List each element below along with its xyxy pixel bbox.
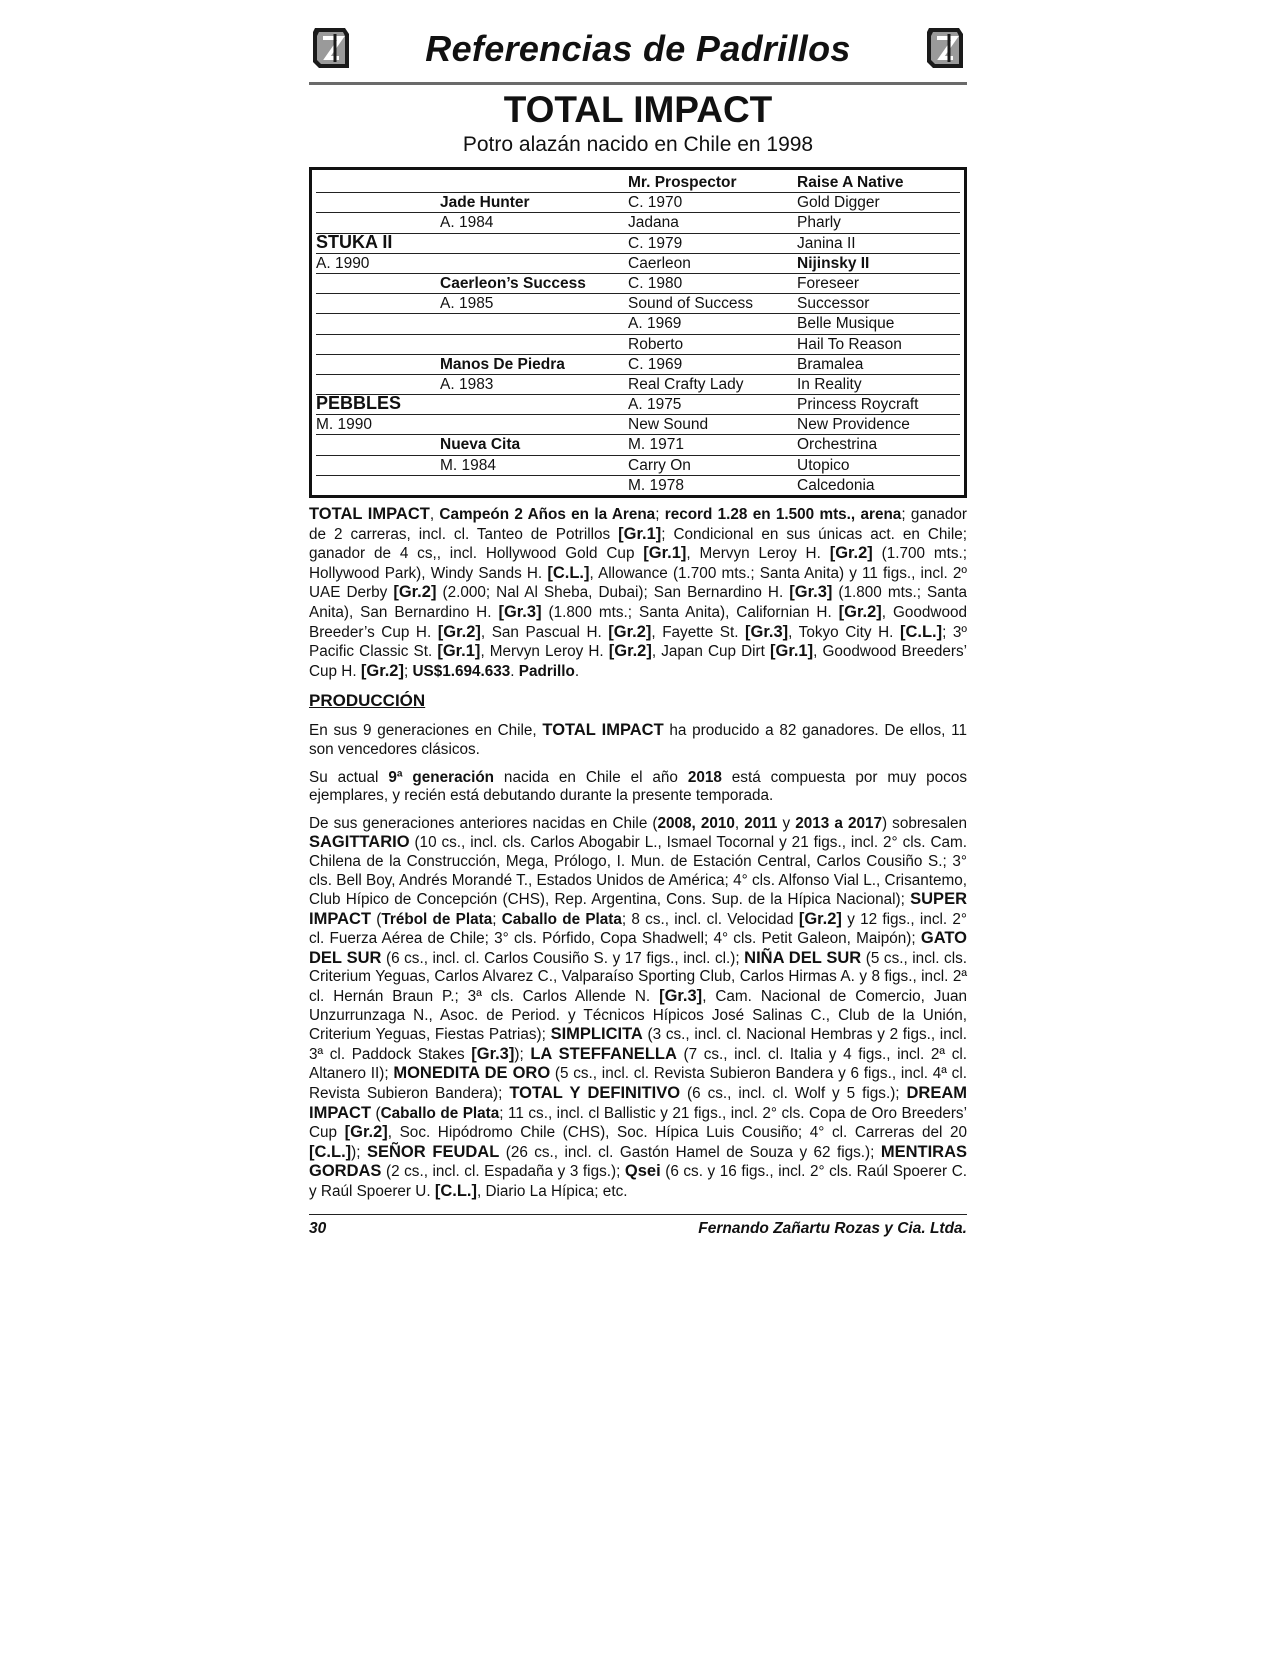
text-run: De sus generaciones anteriores nacidas en Chile ( [309,814,658,832]
pedigree-cell: M. 1971 [628,436,685,454]
pedigree-cell: Caerleon [628,254,691,272]
horse-name-mention: MENTIRAS GORDAS [309,1142,967,1181]
text-run: ; [655,506,665,523]
pedigree-row [316,415,960,435]
pedigree-cell: PEBBLES [316,393,402,414]
text-run: , San Pascual H. [480,623,609,641]
text-run: (2 cs., incl. cl. Espadaña y 3 figs.); [381,1163,625,1181]
text-run: ha producido a 82 ganadores. De ellos, 11 son vencedores clásicos. [309,722,967,758]
pedigree-cell: New Providence [797,416,910,434]
horse-name-mention: DREAM IMPACT [309,1084,967,1122]
text-run: ; Condicional en sus únicas act. en Chile; ganador de 4 cs,, incl. Hollywood Gold Cup [309,525,967,563]
text-run: . [510,662,519,680]
grade-badge: [Gr.2] [608,642,652,661]
text-run: , Soc. Hipódromo Chile (CHS), Soc. Hípica Luis Cousiño; 4° cl. Carreras del 20 [387,1124,967,1142]
grade-badge: [C.L.] [309,1142,352,1161]
text-run: Caballo de Plata [380,1104,500,1122]
text-run: (1.700 mts.; Hollywood Park), Windy Sands H. [309,545,967,582]
text-run: ( [371,910,382,928]
horse-name-mention: MONEDITA DE ORO [393,1064,551,1083]
text-run: está compuesta por muy pocos ejemplares, y recién está debutando durante la presente temporada. [309,768,967,805]
pedigree-row [316,456,960,476]
text-run: (3 cs., incl. cl. Nacional Hembras y 2 figs., incl. 3ª cl. Paddock Stakes [309,1026,968,1063]
pedigree-cell: C. 1969 [628,355,683,373]
pedigree-cell: Manos De Piedra [440,355,565,373]
pedigree-row [316,314,960,334]
text-run: , Diario La Hípica; etc. [476,1183,628,1200]
pedigree-row [316,213,960,233]
pedigree-cell: Princess Roycraft [797,396,919,414]
text-run: (5 cs., incl. cl. Revista Subieron Bandera y 6 figs., incl. 4ª cl. Revista Subieron Bandera); [309,1065,967,1103]
pedigree-row [316,193,960,213]
text-run: , Mervyn Leroy H. [480,643,609,661]
text-run: ; ganador de 2 carreras, incl. cl. Tanteo de Potrillos [309,506,968,543]
grade-badge: [Gr.2] [437,622,481,641]
text-run: Su actual [309,768,389,786]
text-run: Trébol de Plata [381,910,493,928]
pedigree-cell: A. 1975 [628,396,682,414]
pedigree-row [316,254,960,274]
text-run: 9ª generación [388,768,495,786]
text-run: ); [351,1143,367,1161]
pedigree-row [316,476,960,495]
text-run: Padrillo [518,662,575,680]
pedigree-row [316,395,960,415]
pedigree-row [316,173,960,193]
text-run: (10 cs., incl. cls. Carlos Abogabir L., Ismael Tocornal y 21 figs., incl. 2° cls. Cam. Chilena de la Construcción, Mega, Prólogo, I. Mun. de Estación Central, Carlos Cousiño S.; 3° cls. Bell Boy, Andrés Morandé T., Estados Unidos de América; 4° cls. Alfonso Vial L., Crisantemo, Club Hípico de Concepción (CHS), Rep. Argentina, Cons. Sup. de la Hípica Nacional); [309,834,967,909]
grade-badge: [Gr.3] [789,583,833,602]
pedigree-cell: Calcedonia [797,476,875,494]
pedigree-cell: M. 1978 [628,476,685,494]
pedigree-cell: Nijinsky II [797,254,870,272]
production-text [309,721,967,1201]
text-run: (7 cs., incl. cl. Italia y 4 figs., incl. 2ª cl. Altanero II); [309,1045,968,1083]
pedigree-cell: Orchestrina [797,436,878,454]
pedigree-cell: Belle Musique [797,315,895,333]
pedigree-cell: Jadana [628,214,679,232]
grade-badge: [Gr.3] [745,622,789,641]
text-run: (2.000; Nal Al Sheba, Dubai); San Bernardino H. [436,584,790,602]
pedigree-row [316,375,960,395]
pedigree-cell: Nueva Cita [440,436,521,454]
pedigree-row [316,231,960,254]
grade-badge: [Gr.3] [659,987,703,1006]
horse-name-mention: TOTAL IMPACT [309,505,430,523]
text-run: ( [371,1104,381,1122]
pedigree-cell: STUKA II [316,231,393,252]
text-run: ; [492,910,502,928]
horse-name-mention: SAGITTARIO [309,833,410,852]
grade-badge: [Gr.2] [344,1123,388,1142]
pedigree-row [316,294,960,314]
horse-subtitle: Potro alazán nacido en Chile en 1998 [462,133,814,156]
pedigree-cell: C. 1979 [628,234,683,252]
text-run: 2011 [744,814,778,832]
horse-name-mention: SEÑOR FEUDAL [366,1142,500,1161]
text-run: (6 cs. y 16 figs., incl. 2° cls. Raúl Spoerer C. y Raúl Spoerer U. [309,1163,967,1200]
horse-name-mention: LA STEFFANELLA [530,1044,677,1063]
text-run: En sus 9 generaciones en Chile, [309,722,543,740]
text-run: ; 8 cs., incl. cl. Velocidad [621,910,799,928]
pedigree-cell: A. 1983 [440,375,494,393]
logo-icon [923,24,967,74]
text-run: ; 11 cs., incl. cl Ballistic y 21 figs., incl. 2° cls. Copa de Oro Breeders’ Cup [309,1104,967,1142]
text-run: (1.800 mts.; Santa Anita), San Bernardino H. [309,584,967,621]
page-header [309,18,967,80]
grade-badge: [C.L.] [434,1182,477,1200]
text-run: , Cam. Nacional de Comercio, Juan Unzurrunzaga N., Asoc. de Period. y Técnicos Hípicos José Salinas C., Club de la Unión, Criterium Yeguas, Fiestas Patrias); [309,988,967,1044]
grade-badge: [Gr.2] [393,583,437,602]
pedigree-cell: Jade Hunter [440,194,530,212]
bio-paragraph [309,505,967,681]
text-run: record 1.28 en 1.500 mts., arena [664,506,902,523]
pedigree-row [316,355,960,375]
text-run: ; [403,662,413,680]
text-run: , [429,506,440,523]
footer-divider [309,1214,967,1215]
pedigree-cell: A. 1985 [440,295,494,313]
pedigree-cell: Gold Digger [797,194,880,212]
grade-badge: [Gr.3] [498,602,542,621]
pedigree-cell: M. 1990 [316,416,373,434]
grade-badge: [Gr.2] [829,544,873,563]
pedigree-cell: A. 1984 [440,214,494,232]
grade-badge: [Gr.2] [360,661,404,680]
grade-badge: [C.L.] [547,563,590,582]
pedigree-row [316,335,960,355]
pedigree-cell: Utopico [797,456,850,474]
text-run: , Fayette St. [651,623,746,641]
pedigree-cell: Janina II [797,234,856,252]
text-run: Campeón 2 Años en la Arena [439,506,656,523]
text-run: , Tokyo City H. [788,623,900,641]
pedigree-cell: Successor [797,295,870,313]
logo-icon [309,24,353,74]
pedigree-cell: Raise A Native [797,174,904,191]
pedigree-cell: C. 1970 [628,194,683,212]
horse-name-mention: SUPER IMPACT [309,890,967,928]
text-run: 2018 [687,768,722,786]
pedigree-cell: M. 1984 [440,456,497,474]
pedigree-cell: C. 1980 [628,274,683,292]
text-run: ) sobresalen [882,814,968,832]
text-run: (6 cs., incl. cl. Carlos Cousiño S. y 17 figs., incl. cl.); [381,949,745,967]
text-run: (5 cs., incl. cls. Criterium Yeguas, Carlos Alvarez C., Valparaíso Sporting Club, Carlos Hirmas A. y 8 figs., incl. 2ª cl. Hernán Braun P.; 3ª cls. Carlos Allende N. [309,949,967,1006]
pedigree-cell: A. 1969 [628,315,682,333]
text-run: , Goodwood Breeders’ Cup H. [309,643,967,680]
pedigree-row [316,274,960,294]
grade-badge: [Gr.1] [618,524,662,543]
horse-name-mention: NIÑA DEL SUR [744,948,862,967]
text-run: ); [514,1045,531,1063]
pedigree-cell: Hail To Reason [797,335,902,353]
header-divider [309,82,967,85]
pedigree-cell: Real Crafty Lady [628,375,744,393]
text-run: Caballo de Plata [501,910,622,928]
grade-badge: [Gr.2] [608,622,652,641]
text-run: , Mervyn Leroy H. [686,545,830,563]
pedigree-cell: Foreseer [797,274,860,292]
page-footer [309,1220,967,1242]
page-number: 30 [309,1219,327,1237]
production-paragraph [309,815,967,1202]
pedigree-cell: Caerleon’s Success [440,274,586,292]
text-run: (1.800 mts.; Santa Anita), Californian H. [541,603,839,621]
section-title: PRODUCCIÓN [309,691,426,711]
horse-name-mention: TOTAL Y DEFINITIVO [509,1084,681,1103]
pedigree-cell: New Sound [628,416,709,434]
pedigree-cell: Bramalea [797,355,864,373]
text-run: , Allowance (1.700 mts.; Santa Anita) y 11 figs., incl. 2º UAE Derby [309,564,967,602]
text-run: y [777,814,796,832]
text-run: 2013 a 2017 [795,814,882,832]
grade-badge: [C.L.] [899,622,943,641]
pedigree-cell: Roberto [628,335,684,353]
grade-badge: [Gr.1] [437,642,481,661]
pedigree-table [309,167,967,498]
production-paragraph [309,721,967,759]
text-run: . [574,662,580,680]
horse-name-mention: SIMPLICITA [550,1025,643,1044]
text-run: 2008, 2010 [657,814,735,832]
text-run: ; 3º Pacific Classic St. [309,623,968,661]
pedigree-cell: In Reality [797,375,862,393]
text-run: nacida en Chile el año [494,768,688,786]
pedigree-cell: Carry On [628,456,691,474]
text-run: (6 cs., incl. cl. Wolf y 5 figs.); [680,1085,907,1103]
pedigree-cell: A. 1990 [316,254,370,272]
text-run: y 12 figs., incl. 2° cl. Fuerza Aérea de Chile; 3° cls. Pórfido, Copa Shadwell; 4° cls. Petit Galeon, Maipón); [309,910,968,948]
text-run: (26 cs., incl. cl. Gastón Hamel de Souza y 62 figs.); [499,1143,881,1161]
text-run: , Goodwood Breeder’s Cup H. [309,603,967,641]
pedigree-cell: Mr. Prospector [628,174,737,191]
publisher-name: Fernando Zañartu Rozas y Cia. Ltda. [698,1219,967,1237]
grade-badge: [Gr.2] [798,909,842,928]
horse-name-mention: TOTAL IMPACT [542,721,664,740]
pedigree-cell: Pharly [797,214,841,232]
text-run: US$1.694.633 [412,662,511,680]
production-paragraph [309,769,967,806]
header-title: Referencias de Padrillos [425,28,851,69]
text-run: , Japan Cup Dirt [651,643,770,661]
horse-name-mention: Qsei [624,1162,661,1181]
grade-badge: [Gr.1] [643,544,687,563]
pedigree-row [316,435,960,455]
text-run: , [734,814,745,832]
grade-badge: [Gr.1] [770,642,814,661]
horse-name-mention: GATO DEL SUR [309,929,967,967]
horse-name: TOTAL IMPACT [503,89,773,130]
grade-badge: [Gr.2] [838,602,882,621]
grade-badge: [Gr.3] [471,1044,515,1063]
page [309,18,967,1242]
pedigree-cell: Sound of Success [628,295,753,313]
